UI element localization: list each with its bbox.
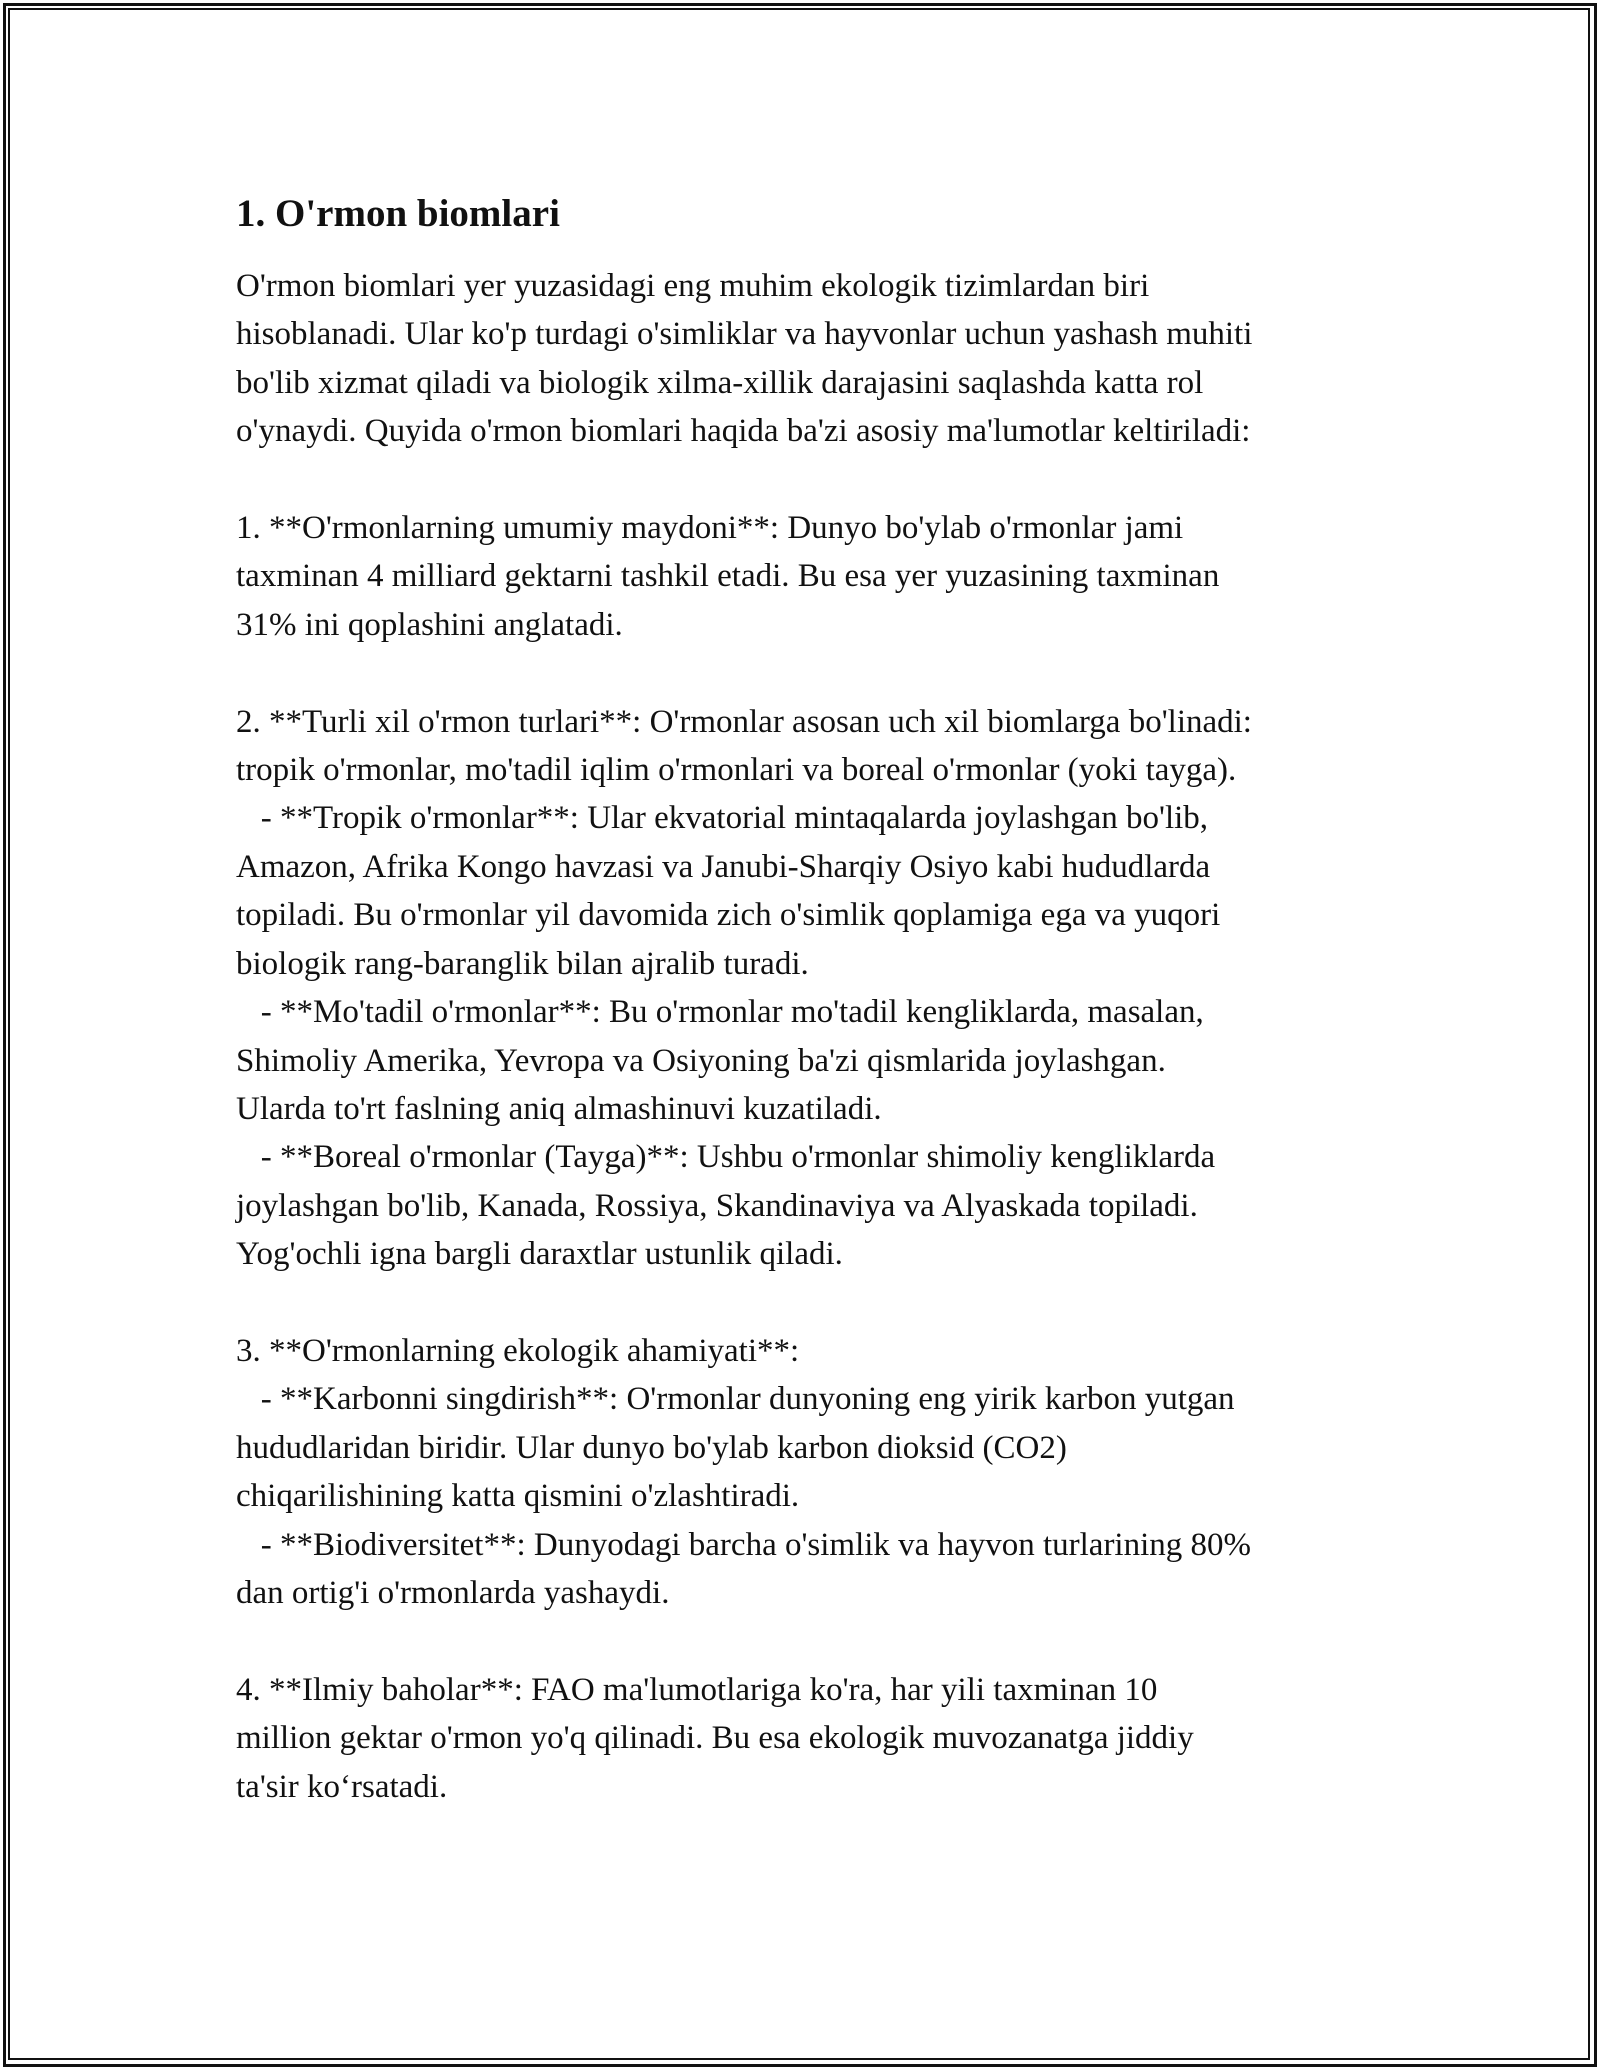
section-heading: 1. O'rmon biomlari <box>236 192 560 235</box>
document-content <box>236 186 1376 1811</box>
document-body-text: O'rmon biomlari yer yuzasidagi eng muhim ekologik tizimlardan biri hisoblanadi. Ular ko'p turdagi o'simliklar va hayvonlar uchun yashash muhiti bo'lib xizmat qiladi va biologik xilma-xillik darajasini saqlashda katta rol o'ynaydi. Quyida o'rmon biomlari haqida ba'zi asosiy ma'lumotlar keltiriladi: 1. **O'rmonlarning umumiy maydoni**: Dunyo bo'ylab o'rmonlar jami taxminan 4 milliard gektarni tashkil etadi. Bu esa yer yuzasining taxminan 31% ini qoplashini anglatadi. 2. **Turli xil o'rmon turlari**: O'rmonlar asosan uch xil biomlarga bo'linadi: tropik o'rmonlar, mo'tadil iqlim o'rmonlari va boreal o'rmonlar (yoki tayga). - **Tropik o'rmonlar**: Ular ekvatorial mintaqalarda joylashgan bo'lib, Amazon, Afrika Kongo havzasi va Janubi-Sharqiy Osiyo kabi hududlarda topiladi. Bu o'rmonlar yil davomida zich o'simlik qoplamiga ega va yuqori biologik rang-baranglik bilan ajralib turadi. - **Mo'tadil o'rmonlar**: Bu o'rmonlar mo'tadil kengliklarda, masalan, Shimoliy Amerika, Yevropa va Osiyoning ba'zi qismlarida joylashgan. Ularda to'rt faslning aniq almashinuvi kuzatiladi. - **Boreal o'rmonlar (Tayga)**: Ushbu o'rmonlar shimoliy kengliklarda joylashgan bo'lib, Kanada, Rossiya, Skandinaviya va Alyaskada topiladi. Yog'ochli igna bargli daraxtlar ustunlik qiladi. 3. **O'rmonlarning ekologik ahamiyati**: - **Karbonni singdirish**: O'rmonlar dunyoning eng yirik karbon yutgan hududlaridan biridir. Ular dunyo bo'ylab karbon dioksid (CO2) chiqarilishining katta qismini o'zlashtiradi. - **Biodiversitet**: Dunyodagi barcha o'simlik va hayvon turlarining 80% dan ortig'i o'rmonlarda yashaydi. 4. **Ilmiy baholar**: FAO ma'lumotlariga ko'ra, har yili taxminan 10 million gektar o'rmon yo'q qilinadi. Bu esa ekologik muvozanatga jiddiy ta'sir ko‘rsatadi. <box>236 268 1253 1805</box>
